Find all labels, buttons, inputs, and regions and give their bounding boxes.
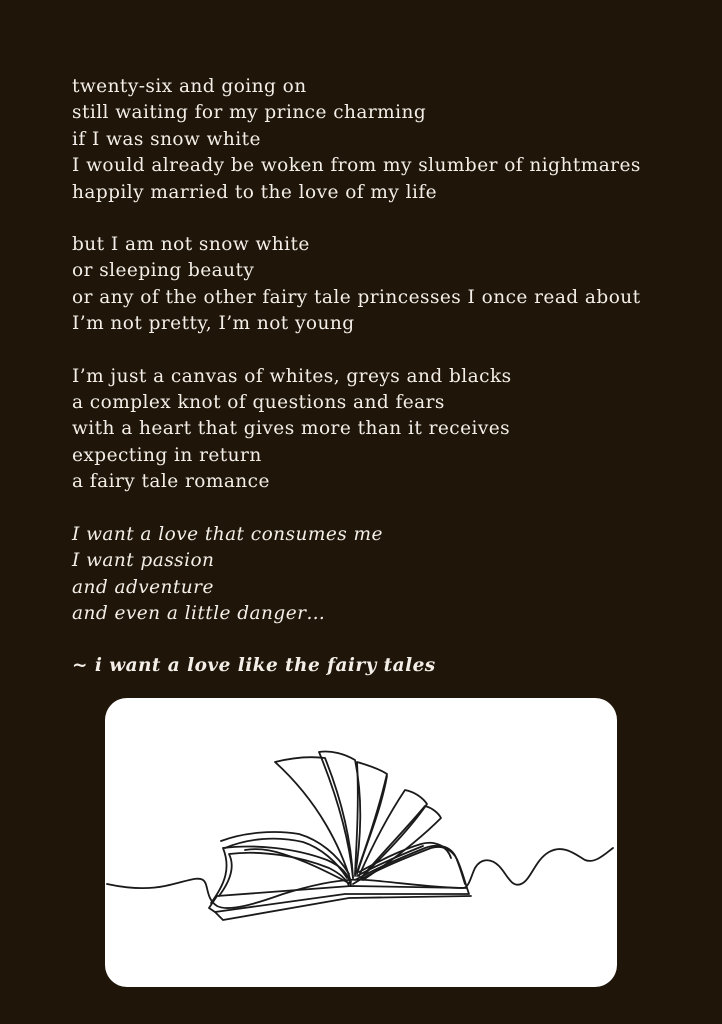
poem-line: but I am not snow white: [72, 234, 310, 256]
poem-line: or sleeping beauty: [72, 260, 255, 282]
poem-line: twenty-six and going on: [72, 76, 307, 97]
poem: [72, 74, 692, 680]
open-book-line-art-icon: [105, 698, 617, 987]
poem-line: I’m just a canvas of whites, greys and blacks: [72, 365, 512, 387]
poem-line: I want passion: [72, 550, 215, 572]
poem-line: still waiting for my prince charming: [72, 102, 427, 124]
stanza-3: [72, 364, 692, 496]
poem-line: and even a little danger…: [72, 602, 326, 624]
poem-line: with a heart that gives more than it receives: [72, 418, 511, 440]
poem-line: or any of the other fairy tale princesses I once read about: [72, 286, 641, 308]
poem-line: happily married to the love of my life: [72, 181, 438, 203]
poem-line: I’m not pretty, I’m not young: [72, 313, 355, 335]
illustration-card: [105, 698, 617, 987]
poem-line: expecting in return: [72, 444, 262, 466]
poem-line: I would already be woken from my slumber of nightmares: [72, 155, 641, 177]
stanza-1: [72, 74, 692, 206]
poem-signoff: ~ i want a love like the fairy tales: [72, 655, 436, 677]
poem-line: a complex knot of questions and fears: [72, 392, 445, 414]
poem-line: and adventure: [72, 576, 214, 598]
stanza-2: [72, 232, 692, 338]
stanza-4-italic: [72, 522, 692, 628]
poem-line: if I was snow white: [72, 128, 261, 150]
poem-line: I want a love that consumes me: [72, 523, 383, 545]
poem-line: a fairy tale romance: [72, 471, 270, 493]
